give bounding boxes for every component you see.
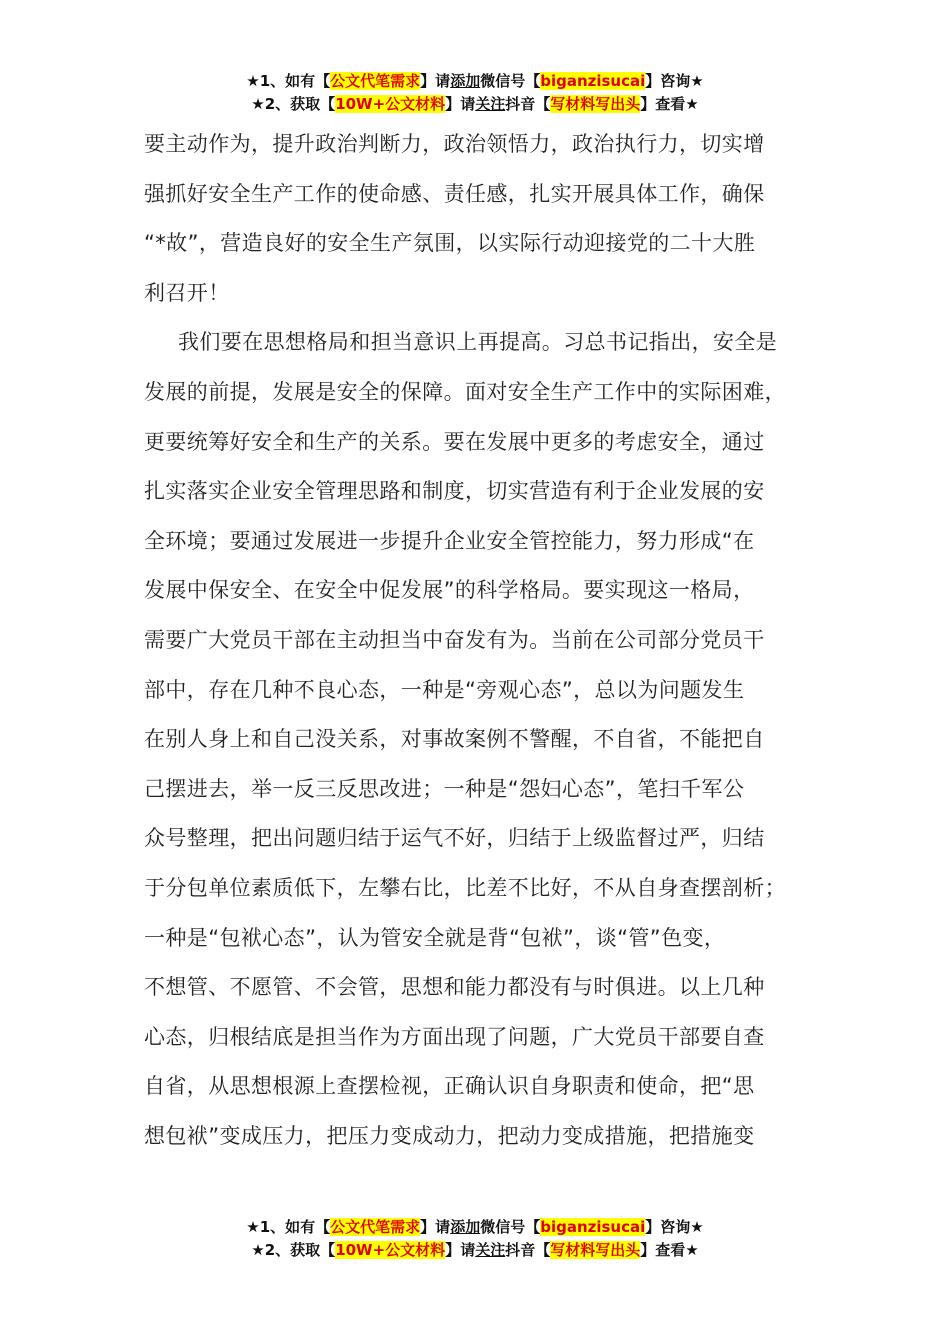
banner-line-2: [0, 93, 950, 116]
text-line: 需要广大党员干部在主动担当中奋发有为。当前在公司部分党员干: [144, 627, 765, 652]
banner-text: 】请: [420, 1218, 451, 1236]
banner-highlight: 写材料写出头: [550, 1241, 641, 1259]
banner-text: ★1、如有【: [246, 1218, 331, 1236]
banner-text: 微信号【: [480, 72, 541, 90]
banner-text: 】咨询★: [645, 72, 704, 90]
banner-highlight: 10W+公文材料: [335, 1241, 446, 1259]
document-body: [144, 120, 816, 1161]
text-line: 自省，从思想根源上查摆检视，正确认识自身职责和使命，把“思: [144, 1074, 755, 1099]
banner-text: 抖音【: [505, 95, 551, 113]
banner-highlight: 写材料写出头: [550, 95, 641, 113]
banner-text: 抖音【: [505, 1241, 551, 1259]
text-line: 一种是“包袱心态”，认为管安全就是背“包袱”，谈“管”色变，: [144, 925, 726, 950]
text-line: 不想管、不愿管、不会管，思想和能力都没有与时俱进。以上几种: [144, 975, 765, 1000]
banner-line-1: [0, 1216, 950, 1239]
banner-text: 】请: [445, 1241, 476, 1259]
text-line: “*故”，营造良好的安全生产氛围，以实际行动迎接党的二十大胜: [144, 231, 756, 256]
banner-underline: 添加: [450, 1218, 481, 1236]
text-line: 发展中保安全、在安全中促发展”的科学格局。要实现这一格局，: [144, 578, 755, 603]
banner-underline: 关注: [475, 1241, 506, 1259]
paragraph: [144, 120, 816, 318]
header-banner: [0, 70, 950, 116]
banner-text: ★2、获取【: [251, 1241, 336, 1259]
text-line: 想包袱”变成压力，把压力变成动力，把动力变成措施，把措施变: [144, 1123, 755, 1148]
banner-text: 】查看★: [640, 95, 699, 113]
text-line: 更要统筹好安全和生产的关系。要在发展中更多的考虑安全，通过: [144, 429, 765, 454]
text-line: 心态，归根结底是担当作为方面出现了问题，广大党员干部要自查: [144, 1024, 765, 1049]
banner-line-2: [0, 1239, 950, 1262]
banner-highlight: 10W+公文材料: [335, 95, 446, 113]
text-line: 于分包单位素质低下，左攀右比，比差不比好，不从自身查摆剖析；: [144, 875, 786, 900]
banner-highlight: 公文代笔需求: [330, 72, 421, 90]
text-line: 要主动作为，提升政治判断力，政治领悟力，政治执行力，切实增: [144, 132, 765, 156]
text-line: 发展的前提，发展是安全的保障。面对安全生产工作中的实际困难，: [144, 379, 786, 404]
text-line: 利召开！: [144, 280, 230, 305]
text-line: 己摆进去，举一反三反思改进；一种是“怨妇心态”，笔扫千军公: [144, 776, 745, 801]
text-line: 扎实落实企业安全管理思路和制度，切实营造有利于企业发展的安: [144, 479, 765, 504]
text-line: 我们要在思想格局和担当意识上再提高。习总书记指出，安全是: [178, 330, 778, 355]
banner-text: 】请: [420, 72, 451, 90]
banner-text: 】咨询★: [645, 1218, 704, 1236]
paragraph: [144, 318, 816, 1161]
text-line: 在别人身上和自己没关系，对事故案例不警醒，不自省，不能把自: [144, 727, 765, 752]
text-line: 全环境；要通过发展进一步提升企业安全管控能力，努力形成“在: [144, 528, 755, 553]
banner-underline: 添加: [450, 72, 481, 90]
banner-highlight: biganzisucai: [540, 1218, 646, 1236]
banner-highlight: biganzisucai: [540, 72, 646, 90]
banner-text: 微信号【: [480, 1218, 541, 1236]
banner-highlight: 公文代笔需求: [330, 1218, 421, 1236]
text-line: 强抓好安全生产工作的使命感、责任感，扎实开展具体工作，确保: [144, 181, 765, 206]
banner-line-1: [0, 70, 950, 93]
banner-text: ★2、获取【: [251, 95, 336, 113]
banner-underline: 关注: [475, 95, 506, 113]
banner-text: 】查看★: [640, 1241, 699, 1259]
text-line: 众号整理，把出问题归结于运气不好，归结于上级监督过严，归结: [144, 826, 765, 851]
banner-text: 】请: [445, 95, 476, 113]
banner-text: ★1、如有【: [246, 72, 331, 90]
footer-banner: [0, 1216, 950, 1262]
text-line: 部中，存在几种不良心态，一种是“旁观心态”，总以为问题发生: [144, 677, 745, 702]
